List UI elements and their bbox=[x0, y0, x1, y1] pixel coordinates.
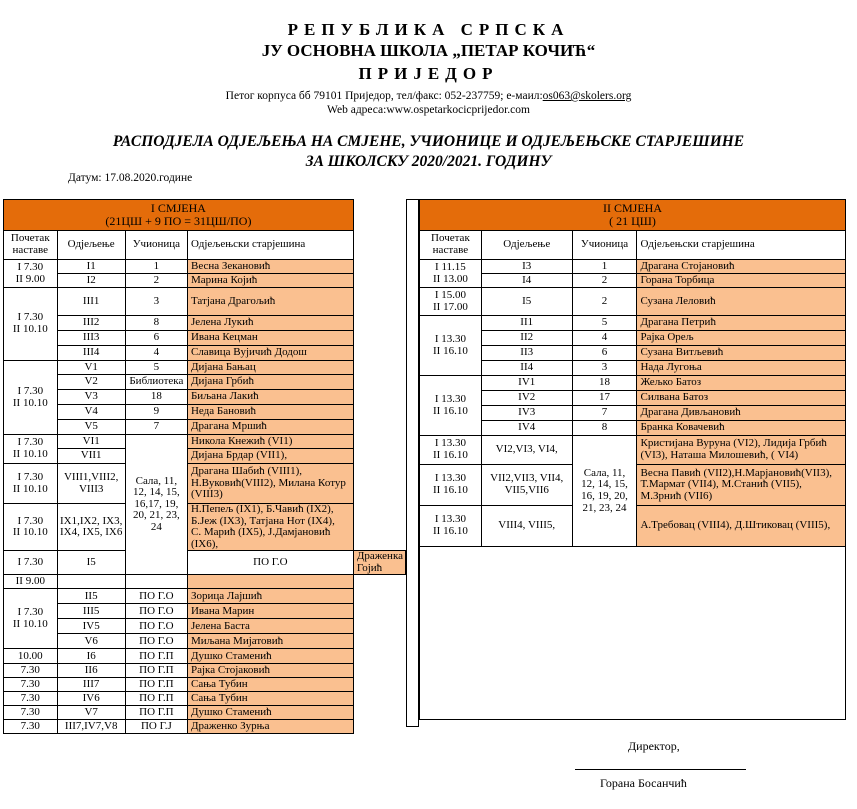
start-cell: 7.30 bbox=[4, 664, 58, 678]
teacher-cell: Рајка Стојаковић bbox=[187, 664, 353, 678]
start-cell bbox=[4, 589, 58, 649]
dept-cell: III7 bbox=[57, 678, 125, 692]
teacher-cell bbox=[187, 504, 353, 551]
dept-cell: I3 bbox=[481, 260, 572, 274]
start-line: I 7.30 bbox=[17, 311, 44, 324]
start-cell bbox=[4, 435, 58, 464]
teacher-cell: Марина Којић bbox=[187, 274, 353, 288]
teacher-cell: Жељко Батоз bbox=[637, 376, 846, 391]
dept-cell: II5 bbox=[57, 589, 125, 604]
empty-area bbox=[420, 547, 846, 720]
empty-teacher-cell bbox=[187, 575, 353, 589]
dept-cell: III5 bbox=[57, 604, 125, 619]
dept-cell: V5 bbox=[57, 420, 125, 435]
dept-cell: V4 bbox=[57, 405, 125, 420]
start-cell bbox=[4, 504, 58, 551]
start-cell bbox=[420, 260, 482, 288]
room-cell: 7 bbox=[572, 406, 637, 421]
room-cell: 7 bbox=[125, 420, 187, 435]
shift1-table bbox=[3, 199, 406, 734]
shift1-title-text: I СМЈЕНА bbox=[150, 201, 206, 216]
dept-cell: II4 bbox=[481, 361, 572, 376]
teacher-cell: Јелена Лукић bbox=[187, 316, 353, 331]
room-cell: 18 bbox=[125, 390, 187, 405]
room-cell: 17 bbox=[572, 391, 637, 406]
dept-cell: I6 bbox=[57, 649, 125, 664]
start-line: I 11.15 bbox=[435, 260, 466, 273]
start-cell bbox=[4, 288, 58, 361]
teacher-cell: Душко Стаменић bbox=[187, 649, 353, 664]
teacher-cell: Душко Стаменић bbox=[187, 706, 353, 720]
shift2-title bbox=[420, 200, 846, 231]
start-cell bbox=[420, 376, 482, 436]
room-cell: 8 bbox=[125, 316, 187, 331]
start-cell: 7.30 bbox=[4, 678, 58, 692]
teacher-cell: А.Требовац (VIII4), Д.Штиковац (VIII5), bbox=[637, 506, 846, 547]
teacher-cell: Кристијана Вуруна (VI2), Лидија Грбић (VI3), Наташа Милошевић, ( VI4) bbox=[637, 436, 846, 465]
dept-cell: V3 bbox=[57, 390, 125, 405]
room-cell: ПО Г.О bbox=[125, 604, 187, 619]
teacher-cell: Дијана Грбић bbox=[187, 375, 353, 390]
col-room: Учионица bbox=[572, 231, 637, 260]
start-line: I 13.30 bbox=[434, 472, 467, 485]
room-cell: 2 bbox=[572, 274, 637, 288]
teacher-cell: Дијана Бањац bbox=[187, 361, 353, 375]
start-cell bbox=[420, 436, 482, 465]
start-cell: I 7.30 bbox=[4, 551, 58, 575]
dept-cell: I1 bbox=[57, 260, 125, 274]
teacher-line: Н.Пепељ (IX1), Б.Чавић (IX2), bbox=[190, 503, 334, 515]
room-cell: 5 bbox=[125, 361, 187, 375]
start-line: I 13.30 bbox=[434, 332, 467, 345]
start-line: I 13.30 bbox=[434, 392, 467, 405]
teacher-cell: Драгана Дивљановић bbox=[637, 406, 846, 421]
col-room: Учионица bbox=[125, 231, 187, 260]
dept-cell: IV5 bbox=[57, 619, 125, 634]
empty-cell bbox=[57, 575, 125, 589]
room-cell: 5 bbox=[572, 316, 637, 331]
document-subtitle: ЗА ШКОЛСКУ 2020/2021. ГОДИНУ bbox=[305, 153, 552, 170]
dept-cell: I4 bbox=[481, 274, 572, 288]
dept-cell: V7 bbox=[57, 706, 125, 720]
room-cell: ПО Г.О bbox=[125, 589, 187, 604]
col-start: Почетак наставе bbox=[4, 231, 58, 260]
teacher-cell: Драгана Петрић bbox=[637, 316, 846, 331]
room-cell: ПО Г.П bbox=[125, 664, 187, 678]
email-link[interactable]: os063@skolers.org bbox=[542, 90, 632, 102]
room-cell: ПО Г.О bbox=[125, 634, 187, 649]
teacher-cell: Никола Кнежић (VI1) bbox=[187, 435, 353, 449]
dept-cell: I5 bbox=[57, 551, 125, 575]
start-line: I 15.00 bbox=[434, 288, 467, 301]
school-heading: ЈУ ОСНОВНА ШКОЛА „ПЕТАР КОЧИЋ“ bbox=[261, 41, 596, 60]
teacher-cell: Ивана Кецман bbox=[187, 331, 353, 346]
room-cell: 4 bbox=[125, 346, 187, 361]
dept-cell: III7,IV7,V8 bbox=[57, 720, 125, 734]
document-title: РАСПОДЈЕЛА ОДЈЕЉЕЊА НА СМЈЕНЕ, УЧИОНИЦЕ И ОДЈЕЉЕЊСКЕ СТАРЈЕШИНЕ bbox=[112, 133, 745, 150]
teacher-cell: Зорица Лајшић bbox=[187, 589, 353, 604]
teacher-cell: Нада Лугоња bbox=[637, 361, 846, 376]
start-cell bbox=[420, 506, 482, 547]
dept-cell: IV6 bbox=[57, 692, 125, 706]
room-cell: ПО Г.П bbox=[125, 706, 187, 720]
teacher-cell: Драгана Стојановић bbox=[637, 260, 846, 274]
room-cell: 1 bbox=[125, 260, 187, 274]
start-line: II 16.10 bbox=[433, 344, 468, 357]
hall-rooms-cell: Сала, 11, 12, 14, 15, 16, 19, 20, 21, 23, 24 bbox=[572, 436, 637, 547]
web-line: Web адреса:www.ospetarkocicprijedor.com bbox=[327, 104, 530, 116]
room-cell: 3 bbox=[572, 361, 637, 376]
start-cell bbox=[4, 260, 58, 288]
col-dept: Одјељење bbox=[481, 231, 572, 260]
teacher-line: С. Марић (IX5), Ј.Дамјановић (IX6), bbox=[190, 526, 331, 550]
room-cell: Библиотека bbox=[125, 375, 187, 390]
teacher-cell: Драженко Зурња bbox=[187, 720, 353, 734]
empty-cell bbox=[125, 575, 187, 589]
dept-cell: I5 bbox=[481, 288, 572, 316]
start-line: II 17.00 bbox=[433, 300, 468, 313]
republic-heading: РЕПУБЛИКА СРПСКА bbox=[287, 20, 570, 39]
room-cell: 3 bbox=[125, 288, 187, 316]
start-line: II 16.10 bbox=[433, 449, 468, 461]
start-cell: 7.30 bbox=[4, 692, 58, 706]
teacher-cell: Сања Тубин bbox=[187, 678, 353, 692]
dept-cell: V2 bbox=[57, 375, 125, 390]
teacher-line: Б.Јеж (IX3), Татјана Нот (IX4), bbox=[190, 514, 335, 527]
room-cell: ПО Г.П bbox=[125, 692, 187, 706]
teacher-cell: Силвана Батоз bbox=[637, 391, 846, 406]
dept-cell: IV3 bbox=[481, 406, 572, 421]
room-cell: 4 bbox=[572, 331, 637, 346]
start-line: II 10.10 bbox=[12, 482, 48, 495]
teacher-cell: Ивана Марин bbox=[187, 604, 353, 619]
shift1-title bbox=[4, 200, 354, 231]
teacher-cell: Весна Зекановић bbox=[187, 260, 353, 274]
room-cell: ПО Г.П bbox=[125, 678, 187, 692]
dept-cell: VII2,VII3, VII4, VII5,VII6 bbox=[481, 465, 572, 506]
start-cell: 7.30 bbox=[4, 720, 58, 734]
start-cell bbox=[420, 465, 482, 506]
teacher-cell: Весна Павић (VII2),Н.Марјановић(VII3), Т.Мармат (VII4), М.Станић (VII5), М.Зрнић (VII6) bbox=[637, 465, 846, 506]
start-line: I 7.30 bbox=[17, 384, 44, 397]
teacher-cell: Татјана Драгољић bbox=[187, 288, 353, 316]
room-cell: ПО Г.Ј bbox=[125, 720, 187, 734]
room-cell: ПО Г.О bbox=[125, 619, 187, 634]
dept-cell: II2 bbox=[481, 331, 572, 346]
start-cell: II 9.00 bbox=[4, 575, 58, 589]
start-line: I 7.30 bbox=[17, 260, 44, 273]
dept-cell: II6 bbox=[57, 664, 125, 678]
teacher-line: Драгана Шабић (VIII1), bbox=[190, 465, 303, 478]
address-text: Петог корпуса бб 79101 Приједор, тел/факс: 052-237759; е-маил: bbox=[225, 90, 543, 102]
dept-cell: VIII1,VIII2, VIII3 bbox=[57, 464, 125, 504]
start-line: II 16.10 bbox=[433, 404, 468, 417]
start-line: II 10.10 bbox=[12, 448, 48, 460]
teacher-line: Н.Вуковић(VIII2), Милана Котур (VIII3) bbox=[190, 476, 346, 501]
room-cell: ПО Г.О bbox=[187, 551, 353, 575]
dept-cell: III2 bbox=[57, 316, 125, 331]
dept-cell: III1 bbox=[57, 288, 125, 316]
room-cell: 8 bbox=[572, 421, 637, 436]
teacher-cell: Драженка Гојић bbox=[353, 551, 405, 575]
shift2-table bbox=[419, 199, 846, 720]
start-line: I 7.30 bbox=[17, 606, 44, 619]
dept-cell: V6 bbox=[57, 634, 125, 649]
start-line: I 7.30 bbox=[17, 470, 44, 483]
teacher-cell: Драгана Мршић bbox=[187, 420, 353, 435]
room-cell: 9 bbox=[125, 405, 187, 420]
start-line: II 10.10 bbox=[12, 526, 48, 539]
teacher-cell: Горана Торбица bbox=[637, 274, 846, 288]
col-teacher: Одјељењски старјешина bbox=[187, 231, 353, 260]
room-cell: ПО Г.П bbox=[125, 649, 187, 664]
document-date: Датум: 17.08.2020.године bbox=[68, 172, 193, 184]
teacher-cell: Славица Вујичић Додош bbox=[187, 346, 353, 361]
dept-cell: IX1,IX2, IX3, IX4, IX5, IX6 bbox=[57, 504, 125, 551]
shift2-subtitle-text: ( 21 ЦШ) bbox=[609, 214, 656, 228]
dept-cell: IV1 bbox=[481, 376, 572, 391]
start-line: II 13.00 bbox=[433, 272, 468, 285]
dept-cell: II3 bbox=[481, 346, 572, 361]
director-label: Директор, bbox=[628, 739, 680, 753]
dept-cell: IV4 bbox=[481, 421, 572, 436]
start-cell bbox=[4, 464, 58, 504]
teacher-cell: Јелена Баста bbox=[187, 619, 353, 634]
teacher-cell: Биљана Лакић bbox=[187, 390, 353, 405]
start-line: II 10.10 bbox=[12, 323, 48, 335]
dept-cell: V1 bbox=[57, 361, 125, 375]
director-name: Горана Босанчић bbox=[600, 776, 687, 790]
room-cell: 1 bbox=[572, 260, 637, 274]
address-line bbox=[0, 90, 857, 102]
start-line: I 7.30 bbox=[17, 514, 44, 527]
teacher-cell: Рајка Орељ bbox=[637, 331, 846, 346]
teacher-cell: Дијана Брдар (VII1), bbox=[187, 449, 353, 464]
dept-cell: III3 bbox=[57, 331, 125, 346]
shift1-subtitle-text: (21ЦШ + 9 ПО = 31ЦШ/ПО) bbox=[105, 214, 252, 228]
start-line: II 16.10 bbox=[433, 525, 468, 537]
dept-cell: II1 bbox=[481, 316, 572, 331]
start-cell bbox=[420, 288, 482, 316]
teacher-cell bbox=[187, 464, 353, 504]
dept-cell: IV2 bbox=[481, 391, 572, 406]
room-cell: 18 bbox=[572, 376, 637, 391]
room-cell: 2 bbox=[572, 288, 637, 316]
hall-rooms-cell: Сала, 11, 12, 14, 15, 16,17, 19, 20, 21, 23, 24 bbox=[125, 435, 187, 575]
dept-cell: VII1 bbox=[57, 449, 125, 464]
start-line: I 13.30 bbox=[434, 437, 467, 450]
start-cell bbox=[4, 361, 58, 435]
start-line: I 7.30 bbox=[17, 436, 44, 449]
col-start: Почетак наставе bbox=[420, 231, 482, 260]
dept-cell: VI2,VI3, VI4, bbox=[481, 436, 572, 465]
col-teacher: Одјељењски старјешина bbox=[637, 231, 846, 260]
teacher-cell: Сузана Леловић bbox=[637, 288, 846, 316]
start-line: II 10.10 bbox=[12, 617, 48, 630]
room-cell: 6 bbox=[125, 331, 187, 346]
start-cell: 10.00 bbox=[4, 649, 58, 664]
teacher-cell: Сања Тубин bbox=[187, 692, 353, 706]
dept-cell: III4 bbox=[57, 346, 125, 361]
start-cell bbox=[420, 316, 482, 376]
dept-cell: VI1 bbox=[57, 435, 125, 449]
teacher-cell: Неда Бановић bbox=[187, 405, 353, 420]
start-cell: 7.30 bbox=[4, 706, 58, 720]
signature-line bbox=[575, 769, 746, 770]
col-dept: Одјељење bbox=[57, 231, 125, 260]
start-line: II 9.00 bbox=[15, 272, 45, 285]
room-cell: 2 bbox=[125, 274, 187, 288]
teacher-cell: Миљана Мијатовић bbox=[187, 634, 353, 649]
shift2-title-text: II СМЈЕНА bbox=[603, 201, 662, 216]
dept-cell: VIII4, VIII5, bbox=[481, 506, 572, 547]
room-cell: 6 bbox=[572, 346, 637, 361]
city-heading: ПРИЈЕДОР bbox=[358, 64, 499, 83]
dept-cell: I2 bbox=[57, 274, 125, 288]
start-line: II 16.10 bbox=[433, 484, 468, 496]
start-line: II 10.10 bbox=[12, 396, 48, 409]
teacher-cell: Сузана Витљевић bbox=[637, 346, 846, 361]
teacher-cell: Бранка Ковачевић bbox=[637, 421, 846, 436]
table-gap bbox=[406, 199, 419, 727]
start-line: I 13.30 bbox=[434, 513, 467, 526]
